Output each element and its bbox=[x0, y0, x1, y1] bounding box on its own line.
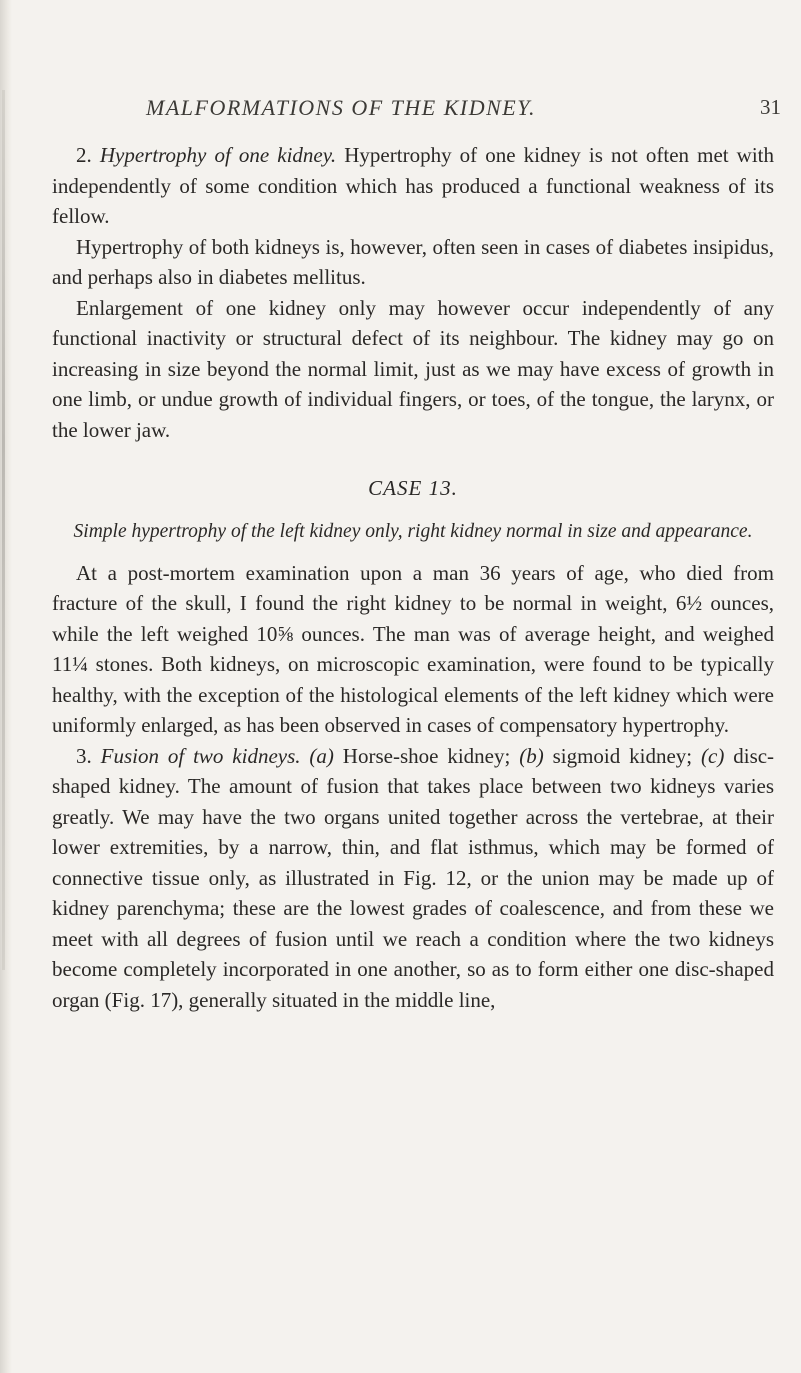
item-c-label: (c) bbox=[701, 743, 725, 768]
case-13-subtitle: Simple hypertrophy of the left kidney only, right kidney normal in size and appearance. bbox=[73, 520, 753, 542]
section-3-paragraph bbox=[52, 741, 774, 1016]
item-a-label: (a) bbox=[309, 743, 334, 768]
item-b-label: (b) bbox=[519, 743, 544, 768]
item-a-text: Horse-shoe kidney; bbox=[342, 743, 511, 768]
paragraph-enlargement: Enlargement of one kidney only may however occur independently of any functional inactivity or structural defect of its neighbour. The kidney may go on increasing in size beyond the normal limit, just as we may have excess of growth in one limb, or undue growth of individual fingers, or toes, of the tongue, the larynx, or the lower jaw. bbox=[52, 295, 774, 442]
item-b-text: sigmoid kidney; bbox=[552, 743, 693, 768]
section-2-paragraph bbox=[52, 140, 774, 232]
running-header: MALFORMATIONS OF THE KIDNEY. bbox=[146, 95, 536, 120]
paragraph-diabetes: Hypertrophy of both kidneys is, however, often seen in cases of diabetes insipidus, and perhaps also in diabetes mellitus. bbox=[52, 234, 774, 289]
case-13-title: CASE 13. bbox=[368, 476, 458, 500]
binding-shadow bbox=[2, 90, 5, 970]
section-3-number: 3. bbox=[76, 743, 92, 768]
section-2-title: Hypertrophy of one kidney. bbox=[99, 143, 337, 167]
section-3-text: The amount of fusion that takes place between two kidneys varies greatly. We may have the two organs united together across the vertebrae, at their lower extremities, by a narrow, thin, and flat isthmus, which may be formed of connective tissue only, as illustrated in Fig. 12, or the union may be made up of kidney parenchyma; these are the lowest grades of coalescence, and from these we meet with all degrees of fusion until we reach a condition where the two kidneys become completely incorporated in one another, so as to form either one disc-shaped organ (Fig. 17), generally situated in the middle line, bbox=[52, 774, 775, 1012]
page-number: 31 bbox=[760, 95, 781, 119]
section-2-number: 2. bbox=[76, 143, 92, 167]
case-13-text: At a post-mortem examination upon a man 36 years of age, who died from fracture of the skull, I found the right kidney to be normal in weight, 6½ ounces, while the left weighed 10⅝ ounces. The man was of average height, and weighed 11¼ stones. Both kidneys, on microscopic examination, were found to be typically healthy, with the exception of the histological elements of the left kidney which were uniformly enlarged, as has been observed in cases of compensatory hypertrophy. bbox=[52, 560, 774, 737]
section-2-text: Hypertrophy of one kidney is not often met with independently of some condition which has produced a functional weakness of its fellow. bbox=[52, 143, 775, 228]
section-3-title: Fusion of two kidneys. bbox=[100, 743, 301, 768]
item-c-text: disc-shaped kidney. bbox=[52, 743, 775, 798]
page-body bbox=[52, 140, 774, 1015]
